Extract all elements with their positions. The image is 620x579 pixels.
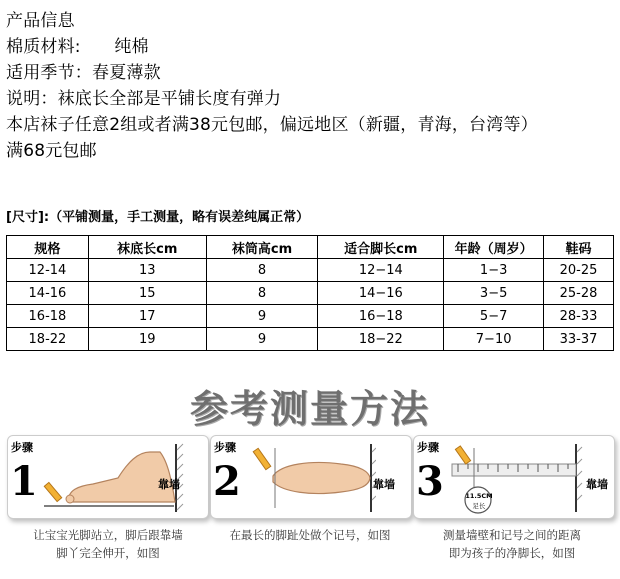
info-material: 棉质材料: 纯棉 xyxy=(6,37,149,57)
measure-sub: 足长 xyxy=(472,502,486,510)
header-cell: 鞋码 xyxy=(544,236,614,259)
header-cell: 袜底长cm xyxy=(88,236,206,259)
step-1-card xyxy=(7,435,209,519)
info-season: 适用季节：春夏薄款 xyxy=(6,63,161,83)
header-cell: 袜筒高cm xyxy=(206,236,318,259)
table-cell: 19 xyxy=(88,328,206,351)
table-cell: 25-28 xyxy=(544,282,614,305)
table-cell: 14−16 xyxy=(318,282,444,305)
step-label: 步骤 xyxy=(214,441,236,454)
caption-line: 测量墙壁和记号之间的距离 xyxy=(443,528,581,542)
caption-line: 让宝宝光脚站立，脚后跟靠墙 xyxy=(33,528,183,542)
table-cell: 18-22 xyxy=(7,328,89,351)
table-cell: 16−18 xyxy=(318,305,444,328)
header-cell: 年龄（周岁） xyxy=(444,236,544,259)
table-cell: 8 xyxy=(206,259,318,282)
table-cell: 20-25 xyxy=(544,259,614,282)
table-row xyxy=(7,328,614,351)
table-row xyxy=(7,305,614,328)
table-cell: 33-37 xyxy=(544,328,614,351)
step-2-caption xyxy=(205,526,415,544)
table-cell: 3−5 xyxy=(444,282,544,305)
info-heading: 产品信息 xyxy=(6,11,75,31)
size-table-header xyxy=(7,236,614,259)
table-row xyxy=(7,282,614,305)
table-cell: 1−3 xyxy=(444,259,544,282)
size-table xyxy=(6,235,614,351)
caption-line: 即为孩子的净脚长，如图 xyxy=(448,546,576,560)
step-3-card xyxy=(413,435,615,519)
table-row xyxy=(7,259,614,282)
table-cell: 8 xyxy=(206,282,318,305)
step-label: 步骤 xyxy=(11,441,33,454)
info-shipping-remote: 满68元包邮 xyxy=(6,141,97,161)
table-cell: 9 xyxy=(206,305,318,328)
table-cell: 12-14 xyxy=(7,259,89,282)
step-1-caption xyxy=(3,526,213,562)
table-cell: 9 xyxy=(206,328,318,351)
table-cell: 18−22 xyxy=(318,328,444,351)
size-note: [尺寸]:（平铺测量，手工测量，略有误差纯属正常） xyxy=(6,210,310,225)
table-cell: 13 xyxy=(88,259,206,282)
table-cell: 12−14 xyxy=(318,259,444,282)
info-description: 说明：袜底长全部是平铺长度有弹力 xyxy=(6,89,282,109)
step-number: 3 xyxy=(416,458,444,505)
table-cell: 14-16 xyxy=(7,282,89,305)
pencil-mark-toe-icon xyxy=(241,442,376,514)
info-shipping: 本店袜子任意2组或者满38元包邮，偏远地区（新疆，青海，台湾等） xyxy=(6,115,538,135)
caption-line: 在最长的脚趾处做个记号，如图 xyxy=(229,528,391,542)
step-2-card xyxy=(210,435,412,519)
table-cell: 28-33 xyxy=(544,305,614,328)
table-cell: 15 xyxy=(88,282,206,305)
table-cell: 16-18 xyxy=(7,305,89,328)
table-cell: 7−10 xyxy=(444,328,544,351)
wall-label: 靠墙 xyxy=(158,478,180,491)
method-title: 参考测量方法 xyxy=(189,387,430,431)
step-label: 步骤 xyxy=(417,441,439,454)
step-3-caption xyxy=(407,526,617,562)
table-cell: 17 xyxy=(88,305,206,328)
measure-value: 11.5CM xyxy=(465,492,493,500)
wall-label: 靠墙 xyxy=(586,478,608,491)
caption-line: 脚丫完全伸开，如图 xyxy=(56,546,160,560)
table-cell: 5−7 xyxy=(444,305,544,328)
header-cell: 规格 xyxy=(7,236,89,259)
product-info xyxy=(6,8,616,164)
wall-label: 靠墙 xyxy=(373,478,395,491)
step-number: 2 xyxy=(213,458,241,505)
header-cell: 适合脚长cm xyxy=(318,236,444,259)
step-number: 1 xyxy=(10,458,38,505)
